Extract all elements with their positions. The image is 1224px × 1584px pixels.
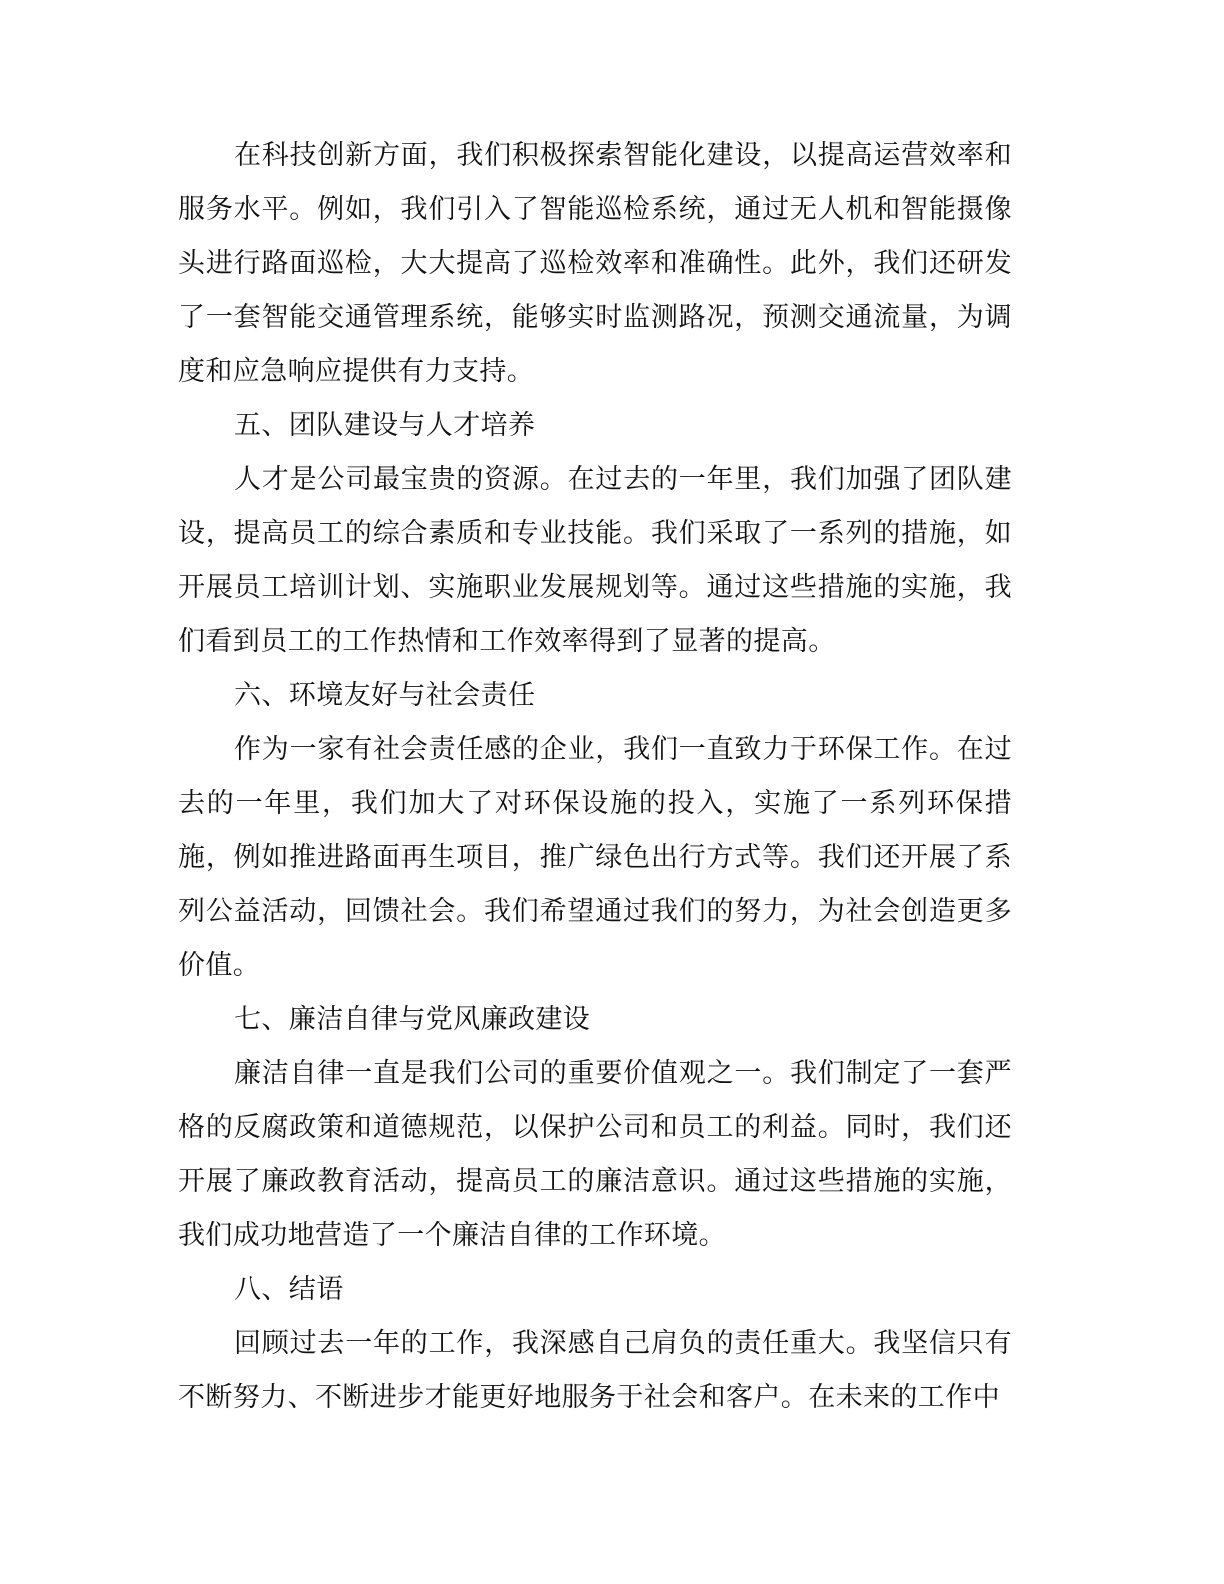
paragraph-environment: 作为一家有社会责任感的企业，我们一直致力于环保工作。在过去的一年里，我们加大了对环保设施的投入，实施了一系列环保措施，例如推进路面再生项目，推广绿色出行方式等。我们还开展了系列公益活动，回馈社会。我们希望通过我们的努力，为社会创造更多价值。 bbox=[178, 734, 1012, 981]
section-heading-environment: 六、环境友好与社会责任 bbox=[234, 680, 536, 711]
section-heading-team: 五、团队建设与人才培养 bbox=[234, 410, 536, 441]
section-heading-conclusion: 八、结语 bbox=[234, 1274, 344, 1305]
paragraph-integrity: 廉洁自律一直是我们公司的重要价值观之一。我们制定了一套严格的反腐政策和道德规范，以保护公司和员工的利益。同时，我们还开展了廉政教育活动，提高员工的廉洁意识。通过这些措施的实施，我们成功地营造了一个廉洁自律的工作环境。 bbox=[178, 1058, 1012, 1251]
paragraph-conclusion: 回顾过去一年的工作，我深感自己肩负的责任重大。我坚信只有不断努力、不断进步才能更好地服务于社会和客户。在未来的工作中 bbox=[178, 1328, 1012, 1413]
paragraph-tech-innovation: 在科技创新方面，我们积极探索智能化建设，以提高运营效率和服务水平。例如，我们引入了智能巡检系统，通过无人机和智能摄像头进行路面巡检，大大提高了巡检效率和准确性。此外，我们还研发了一套智能交通管理系统，能够实时监测路况，预测交通流量，为调度和应急响应提供有力支持。 bbox=[178, 140, 1012, 387]
document-body bbox=[178, 129, 1012, 1425]
section-heading-integrity: 七、廉洁自律与党风廉政建设 bbox=[234, 1004, 591, 1035]
paragraph-team: 人才是公司最宝贵的资源。在过去的一年里，我们加强了团队建设，提高员工的综合素质和专业技能。我们采取了一系列的措施，如开展员工培训计划、实施职业发展规划等。通过这些措施的实施，我们看到员工的工作热情和工作效率得到了显著的提高。 bbox=[178, 464, 1012, 657]
